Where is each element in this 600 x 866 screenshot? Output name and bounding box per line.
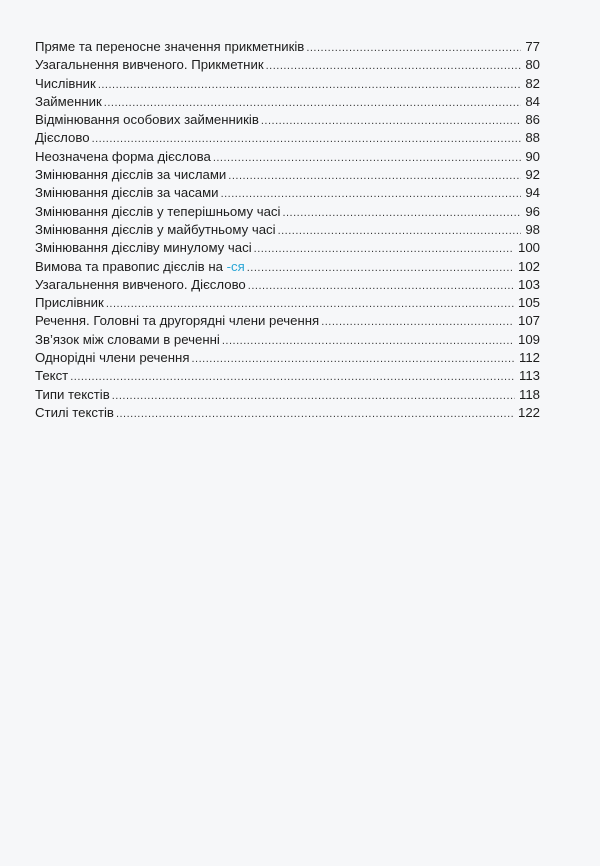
toc-entry-page: 86 bbox=[525, 112, 540, 128]
suffix-highlight: -ся bbox=[226, 258, 245, 274]
toc-entry-title: Пряме та переносне значення прикметників bbox=[35, 39, 305, 54]
toc-entry-title: Зв’язок між словами в реченні bbox=[35, 331, 220, 347]
toc-entry-title: Змінювання дієслів за числами bbox=[35, 167, 227, 183]
toc-entry bbox=[35, 56, 540, 74]
toc-entry-page: 102 bbox=[517, 258, 540, 274]
toc-entry-title: Змінювання дієслів у майбутньому часі bbox=[35, 221, 276, 237]
toc-entry bbox=[35, 276, 540, 294]
toc-entry-page: 94 bbox=[525, 185, 540, 201]
toc-entry bbox=[35, 221, 540, 239]
dot-leader bbox=[92, 130, 522, 148]
toc-entry bbox=[35, 75, 540, 93]
toc-entry bbox=[35, 404, 540, 422]
toc-entry-page: 105 bbox=[517, 295, 540, 311]
toc-entry bbox=[35, 166, 540, 184]
dot-leader bbox=[221, 185, 522, 203]
toc-entry-page: 100 bbox=[517, 240, 540, 256]
dot-leader bbox=[222, 332, 514, 350]
toc-entry-page: 80 bbox=[525, 57, 540, 73]
toc-entry-page: 112 bbox=[518, 350, 540, 366]
toc-entry-page: 122 bbox=[517, 404, 540, 420]
dot-leader bbox=[266, 57, 522, 75]
toc-entry-page: 92 bbox=[525, 167, 540, 183]
dot-leader bbox=[70, 368, 515, 386]
dot-leader bbox=[278, 222, 522, 240]
toc-entry-page: 113 bbox=[518, 368, 540, 384]
toc-entry bbox=[35, 294, 540, 312]
dot-leader bbox=[213, 149, 522, 167]
toc-entry bbox=[35, 148, 540, 166]
toc-entry-title: Змінювання дієсліву минулому часі bbox=[35, 240, 252, 256]
toc-entry-page: 109 bbox=[517, 331, 540, 347]
toc-entry-title: Речення. Головні та другорядні члени речення bbox=[35, 313, 320, 329]
toc-entry bbox=[35, 129, 540, 147]
toc-entry-title: Відмінювання особових займенників bbox=[35, 112, 259, 128]
toc-entry-title: Узагальнення вивченого. Прикметник bbox=[35, 57, 264, 73]
toc-entry bbox=[35, 184, 540, 202]
toc-entry bbox=[35, 258, 540, 276]
toc-entry bbox=[35, 331, 540, 349]
toc-entry bbox=[35, 38, 540, 56]
toc-entry-page: 77 bbox=[525, 39, 540, 54]
toc-entry-page: 98 bbox=[525, 221, 540, 237]
dot-leader bbox=[261, 112, 521, 130]
toc-entry bbox=[35, 239, 540, 257]
toc-entry bbox=[35, 312, 540, 330]
toc-entry-title: Змінювання дієслів у теперішньому часі bbox=[35, 203, 281, 219]
dot-leader bbox=[106, 295, 514, 313]
dot-leader bbox=[306, 39, 521, 57]
toc-entry-title: Стилі текстів bbox=[35, 404, 114, 420]
toc-entry-page: 82 bbox=[525, 75, 540, 91]
toc-entry-title bbox=[35, 258, 247, 276]
toc-entry-title: Однорідні члени речення bbox=[35, 350, 190, 366]
toc-entry-title: Типи текстів bbox=[35, 386, 110, 402]
toc-entry-title: Дієслово bbox=[35, 130, 90, 146]
toc-entry-title: Прислівник bbox=[35, 295, 104, 311]
toc-entry-title: Змінювання дієслів за часами bbox=[35, 185, 219, 201]
toc-entry bbox=[35, 93, 540, 111]
toc-entry-title-text: Вимова та правопис дієслів на bbox=[35, 258, 227, 274]
dot-leader bbox=[248, 277, 514, 295]
toc-entry-title: Числівник bbox=[35, 75, 96, 91]
dot-leader bbox=[282, 204, 521, 222]
dot-leader bbox=[98, 76, 522, 94]
toc-entry-page: 103 bbox=[517, 276, 540, 292]
toc-entry-title: Неозначена форма дієслова bbox=[35, 148, 211, 164]
toc-entry bbox=[35, 203, 540, 221]
dot-leader bbox=[104, 94, 522, 112]
dot-leader bbox=[191, 350, 514, 368]
toc-entry-page: 88 bbox=[525, 130, 540, 146]
dot-leader bbox=[321, 313, 514, 331]
dot-leader bbox=[254, 240, 514, 258]
dot-leader bbox=[247, 259, 514, 277]
toc-entry bbox=[35, 367, 540, 385]
toc-entry-title: Узагальнення вивченого. Дієслово bbox=[35, 276, 246, 292]
toc-entry-title: Займенник bbox=[35, 93, 102, 109]
toc-entry-title: Текст bbox=[35, 368, 69, 384]
dot-leader bbox=[228, 167, 521, 185]
dot-leader bbox=[116, 405, 514, 423]
dot-leader bbox=[112, 387, 515, 405]
toc-entry-page: 96 bbox=[525, 203, 540, 219]
toc-entry-page: 118 bbox=[518, 386, 540, 402]
toc-entry-page: 107 bbox=[517, 313, 540, 329]
toc-entry-page: 90 bbox=[525, 148, 540, 164]
toc-entry bbox=[35, 386, 540, 404]
toc-entry-page: 84 bbox=[525, 93, 540, 109]
toc-entry bbox=[35, 111, 540, 129]
toc-entry bbox=[35, 349, 540, 367]
table-of-contents bbox=[35, 38, 540, 422]
